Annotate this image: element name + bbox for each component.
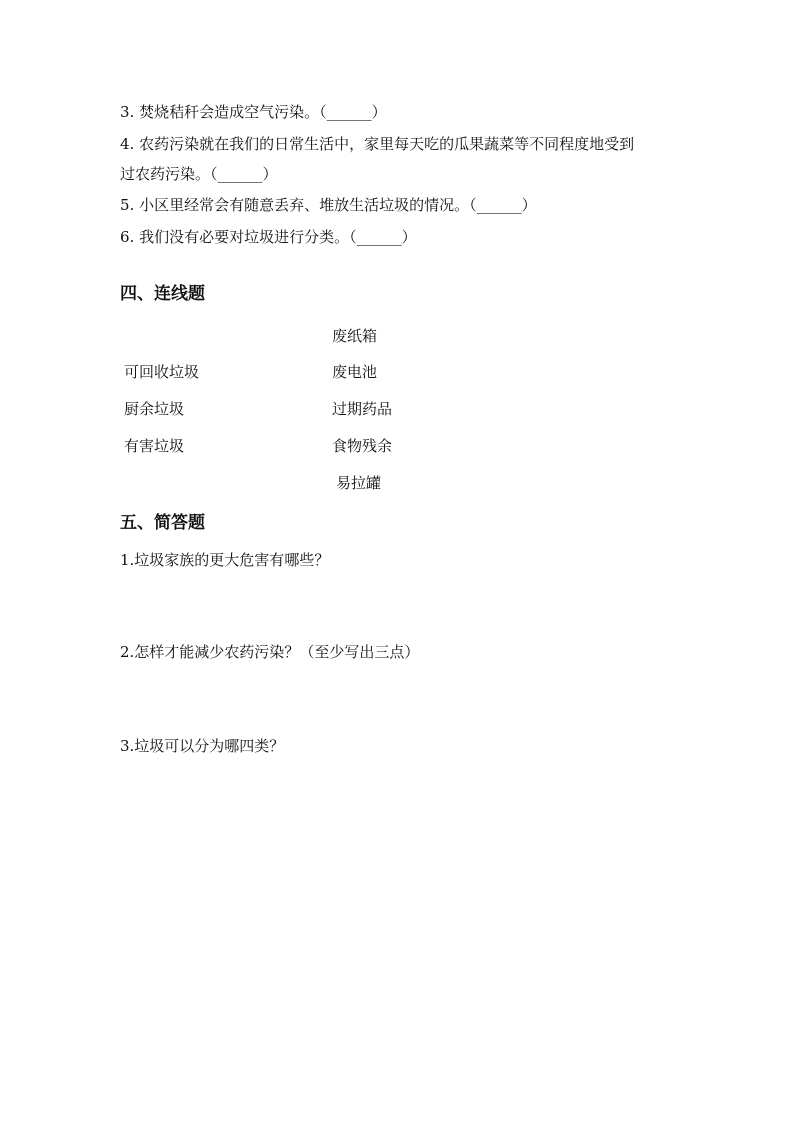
matching-right-item: 食物残余 bbox=[332, 437, 393, 455]
judgment-item-5: 5. 小区里经常会有随意丢弃、堆放生活垃圾的情况。（______） bbox=[120, 196, 537, 214]
judgment-item-4: 4. 农药污染就在我们的日常生活中，家里每天吃的瓜果蔬菜等不同程度地受到 bbox=[120, 135, 635, 153]
judgment-item-6: 6. 我们没有必要对垃圾进行分类。（______） bbox=[120, 228, 417, 246]
short-answer-heading: 五、简答题 bbox=[120, 513, 205, 533]
short-answer-question-3: 3.垃圾可以分为哪四类？ bbox=[120, 737, 285, 755]
matching-left-item: 厨余垃圾 bbox=[124, 400, 185, 418]
judgment-item-4-continued: 过农药污染。（______） bbox=[120, 165, 278, 183]
matching-right-item: 废电池 bbox=[332, 363, 378, 381]
matching-right-item: 过期药品 bbox=[332, 400, 393, 418]
matching-left-item: 有害垃圾 bbox=[124, 437, 185, 455]
matching-heading: 四、连线题 bbox=[120, 284, 205, 304]
matching-right-item: 易拉罐 bbox=[336, 474, 382, 492]
matching-left-item: 可回收垃圾 bbox=[124, 363, 200, 381]
short-answer-question-2: 2.怎样才能减少农药污染？（至少写出三点） bbox=[120, 643, 420, 661]
judgment-item-3: 3. 焚烧秸秆会造成空气污染。（______） bbox=[120, 103, 387, 121]
matching-right-item: 废纸箱 bbox=[332, 327, 378, 345]
short-answer-question-1: 1.垃圾家族的更大危害有哪些？ bbox=[120, 551, 330, 569]
